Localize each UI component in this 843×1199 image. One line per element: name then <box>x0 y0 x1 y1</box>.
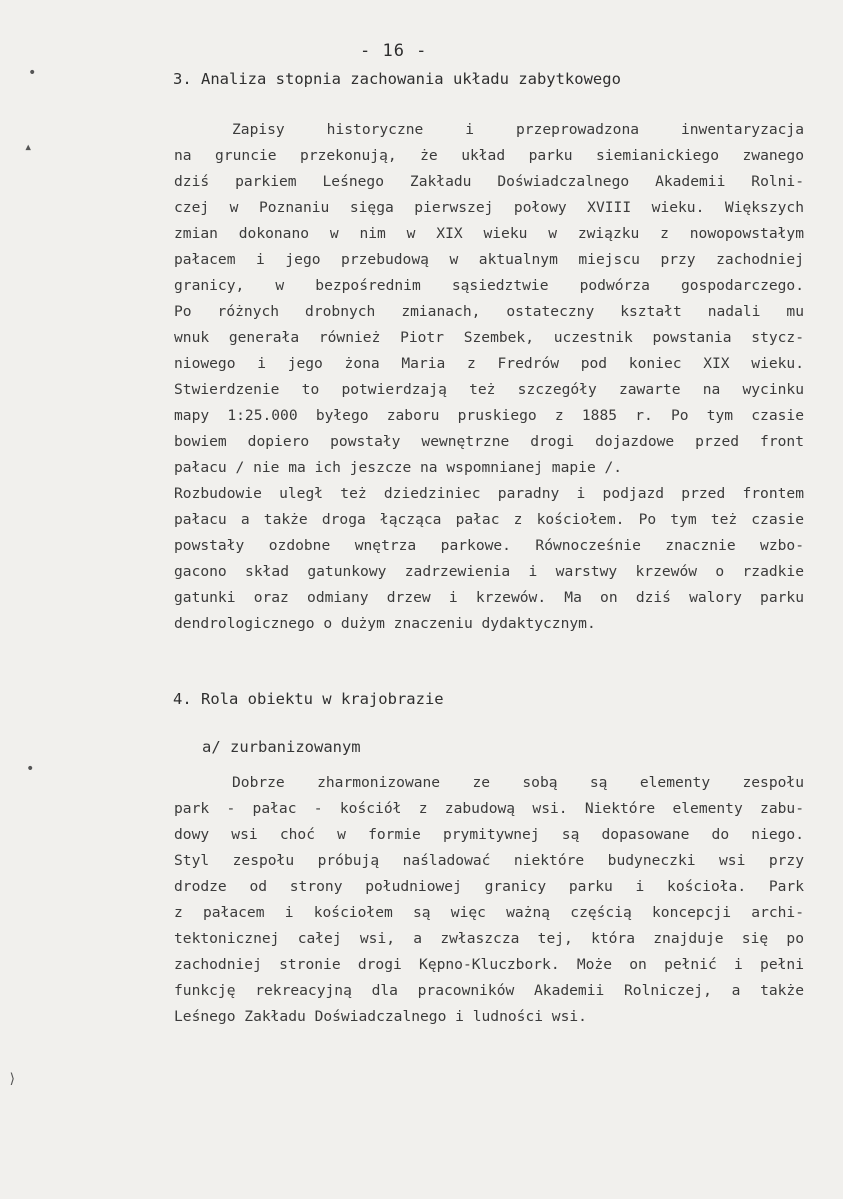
section-4-heading: 4. Rola obiektu w krajobrazie <box>173 690 444 708</box>
paragraph-line: bowiem dopiero powstały wewnętrzne drogi dojazdowe przed front <box>174 433 804 450</box>
paragraph-line: park - pałac - kościół z zabudową wsi. Niektóre elementy zabu- <box>174 800 804 817</box>
paragraph-line: wnuk generała również Piotr Szembek, uczestnik powstania stycz- <box>174 329 804 346</box>
paragraph-line: pałacu / nie ma ich jeszcze na wspomnianej mapie /. <box>174 459 623 476</box>
section-3-heading: 3. Analiza stopnia zachowania układu zabytkowego <box>173 70 621 88</box>
paragraph-line: czej w Poznaniu sięga pierwszej połowy XVIII wieku. Większych <box>174 199 804 216</box>
paragraph-line: gatunki oraz odmiany drzew i krzewów. Ma on dziś walory parku <box>174 589 804 606</box>
paragraph-line: gacono skład gatunkowy zadrzewienia i warstwy krzewów o rzadkie <box>174 563 804 580</box>
paragraph-line: tektonicznej całej wsi, a zwłaszcza tej, która znajduje się po <box>174 930 804 947</box>
paragraph-line: Styl zespołu próbują naśladować niektóre budyneczki wsi przy <box>174 852 804 869</box>
paragraph-line: granicy, w bezpośrednim sąsiedztwie podwórza gospodarczego. <box>174 277 804 294</box>
paragraph-line: pałacem i jego przebudową w aktualnym miejscu przy zachodniej <box>174 251 804 268</box>
paragraph-line: powstały ozdobne wnętrza parkowe. Równocześnie znacznie wzbo- <box>174 537 804 554</box>
margin-dot: ▴ <box>24 139 33 155</box>
paragraph-line: Dobrze zharmonizowane ze sobą są elementy zespołu <box>232 774 804 791</box>
paragraph-line: dendrologicznego o dużym znaczeniu dydaktycznym. <box>174 615 596 632</box>
section-4-subheading: a/ zurbanizowanym <box>202 738 361 756</box>
paragraph-line: mapy 1:25.000 byłego zaboru pruskiego z 1885 r. Po tym czasie <box>174 407 804 424</box>
paragraph-line: dowy wsi choć w formie prymitywnej są dopasowane do niego. <box>174 826 804 843</box>
paragraph-line: Stwierdzenie to potwierdzają też szczegóły zawarte na wycinku <box>174 381 804 398</box>
paragraph-line: zachodniej stronie drogi Kępno-Kluczbork. Może on pełnić i pełni <box>174 956 804 973</box>
paragraph-line: na gruncie przekonują, że układ parku siemianickiego zwanego <box>174 147 804 164</box>
paragraph-line: Po różnych drobnych zmianach, ostateczny kształt nadali mu <box>174 303 804 320</box>
paragraph-line: Rozbudowie uległ też dziedziniec paradny i podjazd przed frontem <box>174 485 804 502</box>
paragraph-line: dziś parkiem Leśnego Zakładu Doświadczalnego Akademii Rolni- <box>174 173 804 190</box>
margin-dot: • <box>28 65 37 81</box>
paragraph-line: niowego i jego żona Maria z Fredrów pod koniec XIX wieku. <box>174 355 804 372</box>
paragraph-line: z pałacem i kościołem są więc ważną częścią koncepcji archi- <box>174 904 804 921</box>
paragraph-line: zmian dokonano w nim w XIX wieku w związku z nowopowstałym <box>174 225 804 242</box>
paragraph-line: Leśnego Zakładu Doświadczalnego i ludności wsi. <box>174 1008 587 1025</box>
paragraph-line: drodze od strony południowej granicy parku i kościoła. Park <box>174 878 804 895</box>
paragraph-line: pałacu a także droga łącząca pałac z kościołem. Po tym też czasie <box>174 511 804 528</box>
paragraph-line: Zapisy historyczne i przeprowadzona inwentaryzacja <box>232 121 804 138</box>
margin-bracket: ⟩ <box>8 1071 17 1087</box>
page-number: - 16 - <box>360 41 428 61</box>
margin-dot: • <box>26 761 35 777</box>
paragraph-line: funkcję rekreacyjną dla pracowników Akademii Rolniczej, a także <box>174 982 804 999</box>
